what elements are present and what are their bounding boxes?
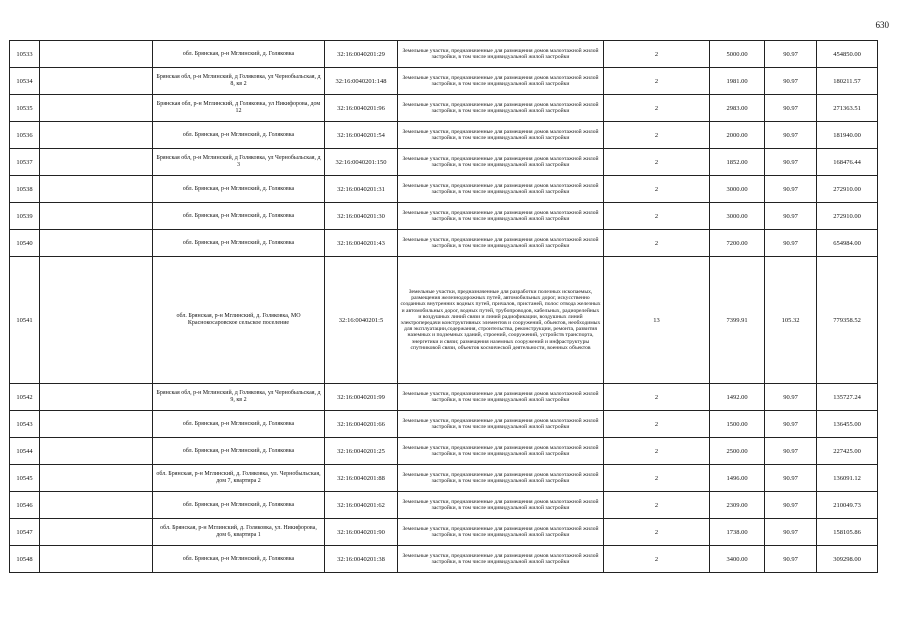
row-id-cell: 10548	[10, 546, 40, 573]
address-cell: обл. Брянская, р-н Мглинский, д. Голяковка	[153, 203, 325, 230]
cadastral-number-cell: 32:16:0040201:148	[325, 68, 398, 95]
table-row	[10, 68, 878, 95]
page-number: 630	[875, 20, 889, 30]
group-cell: 2	[604, 438, 710, 465]
row-id-cell: 10536	[10, 122, 40, 149]
land-use-cell: Земельные участки, предназначенные для размещения домов малоэтажной жилой застройки, в том числе индивидуальной жилой застройки	[398, 465, 604, 492]
cadastral-number-cell: 32:16:0040201:31	[325, 176, 398, 203]
group-cell: 2	[604, 68, 710, 95]
table-row	[10, 546, 878, 573]
land-use-cell: Земельные участки, предназначенные для размещения домов малоэтажной жилой застройки, в том числе индивидуальной жилой застройки	[398, 95, 604, 122]
cadastral-value-cell: 309298.00	[817, 546, 878, 573]
group-cell: 13	[604, 257, 710, 384]
cadastral-number-cell: 32:16:0040201:38	[325, 546, 398, 573]
group-cell: 2	[604, 149, 710, 176]
land-use-cell: Земельные участки, предназначенные для размещения домов малоэтажной жилой застройки, в том числе индивидуальной жилой застройки	[398, 176, 604, 203]
address-cell: обл. Брянская, р-н Мглинский, д. Голяковка	[153, 492, 325, 519]
table-row	[10, 230, 878, 257]
cadastral-number-cell: 32:16:0040201:96	[325, 95, 398, 122]
land-use-cell: Земельные участки, предназначенные для размещения домов малоэтажной жилой застройки, в том числе индивидуальной жилой застройки	[398, 203, 604, 230]
cadastral-number-cell: 32:16:0040201:5	[325, 257, 398, 384]
rate-cell: 90.97	[765, 384, 817, 411]
cadastral-value-cell: 272910.00	[817, 176, 878, 203]
land-use-cell: Земельные участки, предназначенные для размещения домов малоэтажной жилой застройки, в том числе индивидуальной жилой застройки	[398, 41, 604, 68]
table-row	[10, 95, 878, 122]
cadastral-number-cell: 32:16:0040201:43	[325, 230, 398, 257]
empty-cell	[40, 41, 153, 68]
cadastral-number-cell: 32:16:0040201:150	[325, 149, 398, 176]
cadastral-value-cell: 454850.00	[817, 41, 878, 68]
cadastral-value-cell: 158105.86	[817, 519, 878, 546]
group-cell: 2	[604, 122, 710, 149]
address-cell: обл. Брянская, р-н Мглинский, д. Голяковка	[153, 411, 325, 438]
area-cell: 1492.00	[710, 384, 765, 411]
rate-cell: 90.97	[765, 122, 817, 149]
table-row	[10, 465, 878, 492]
table-body	[10, 41, 878, 573]
row-id-cell: 10542	[10, 384, 40, 411]
row-id-cell: 10547	[10, 519, 40, 546]
area-cell: 2309.00	[710, 492, 765, 519]
group-cell: 2	[604, 384, 710, 411]
area-cell: 2500.00	[710, 438, 765, 465]
group-cell: 2	[604, 230, 710, 257]
address-cell: обл. Брянская, р-н Мглинский, д. Голяковка	[153, 122, 325, 149]
table-row	[10, 41, 878, 68]
rate-cell: 90.97	[765, 230, 817, 257]
cadastral-value-cell: 654984.00	[817, 230, 878, 257]
rate-cell: 90.97	[765, 492, 817, 519]
row-id-cell: 10546	[10, 492, 40, 519]
rate-cell: 90.97	[765, 41, 817, 68]
table-row	[10, 176, 878, 203]
cadastral-number-cell: 32:16:0040201:88	[325, 465, 398, 492]
land-use-cell: Земельные участки, предназначенные для размещения домов малоэтажной жилой застройки, в том числе индивидуальной жилой застройки	[398, 519, 604, 546]
group-cell: 2	[604, 411, 710, 438]
address-cell: обл. Брянская, р-н Мглинский, д. Голяковка, МО Краснокосаровское сельское поселение	[153, 257, 325, 384]
cadastral-value-cell: 210049.73	[817, 492, 878, 519]
area-cell: 3000.00	[710, 176, 765, 203]
land-use-cell: Земельные участки, предназначенные для размещения домов малоэтажной жилой застройки, в том числе индивидуальной жилой застройки	[398, 122, 604, 149]
address-cell: обл. Брянская, р-н Мглинский, д. Голяковка	[153, 41, 325, 68]
cadastral-number-cell: 32:16:0040201:25	[325, 438, 398, 465]
cadastral-value-cell: 180211.57	[817, 68, 878, 95]
group-cell: 2	[604, 95, 710, 122]
empty-cell	[40, 492, 153, 519]
group-cell: 2	[604, 465, 710, 492]
group-cell: 2	[604, 546, 710, 573]
empty-cell	[40, 438, 153, 465]
empty-cell	[40, 546, 153, 573]
empty-cell	[40, 465, 153, 492]
row-id-cell: 10537	[10, 149, 40, 176]
cadastral-number-cell: 32:16:0040201:54	[325, 122, 398, 149]
cadastral-value-cell: 272910.00	[817, 203, 878, 230]
address-cell: Брянская обл, р-н Мглинский, д Голяковка, ул Никифорова, дом 12	[153, 95, 325, 122]
address-cell: Брянская обл, р-н Мглинский, д Голяковка, ул Чернобыльская, д 8, кв 2	[153, 68, 325, 95]
address-cell: Брянская обл, р-н Мглинский, д Голяковка, ул Чернобыльская, д 9, кв 2	[153, 384, 325, 411]
empty-cell	[40, 149, 153, 176]
area-cell: 3400.00	[710, 546, 765, 573]
empty-cell	[40, 411, 153, 438]
address-cell: обл. Брянская, р-н Мглинский, д. Голяковка	[153, 546, 325, 573]
row-id-cell: 10538	[10, 176, 40, 203]
row-id-cell: 10545	[10, 465, 40, 492]
rate-cell: 90.97	[765, 519, 817, 546]
table-row	[10, 149, 878, 176]
land-use-cell: Земельные участки, предназначенные для размещения домов малоэтажной жилой застройки, в том числе индивидуальной жилой застройки	[398, 149, 604, 176]
rate-cell: 90.97	[765, 465, 817, 492]
row-id-cell: 10535	[10, 95, 40, 122]
group-cell: 2	[604, 41, 710, 68]
cadastral-value-cell: 227425.00	[817, 438, 878, 465]
row-id-cell: 10539	[10, 203, 40, 230]
cadastral-value-cell: 135727.24	[817, 384, 878, 411]
address-cell: обл. Брянская, р-н Мглинский, д. Голяковка	[153, 438, 325, 465]
rate-cell: 90.97	[765, 176, 817, 203]
empty-cell	[40, 68, 153, 95]
cadastral-value-cell: 181940.00	[817, 122, 878, 149]
area-cell: 7399.91	[710, 257, 765, 384]
empty-cell	[40, 176, 153, 203]
table-row	[10, 438, 878, 465]
rate-cell: 105.32	[765, 257, 817, 384]
table-row	[10, 492, 878, 519]
rate-cell: 90.97	[765, 68, 817, 95]
land-use-cell: Земельные участки, предназначенные для размещения домов малоэтажной жилой застройки, в том числе индивидуальной жилой застройки	[398, 546, 604, 573]
area-cell: 1738.00	[710, 519, 765, 546]
area-cell: 1852.00	[710, 149, 765, 176]
row-id-cell: 10533	[10, 41, 40, 68]
cadastral-number-cell: 32:16:0040201:99	[325, 384, 398, 411]
empty-cell	[40, 95, 153, 122]
area-cell: 2000.00	[710, 122, 765, 149]
empty-cell	[40, 203, 153, 230]
land-use-cell: Земельные участки, предназначенные для размещения домов малоэтажной жилой застройки, в том числе индивидуальной жилой застройки	[398, 68, 604, 95]
rate-cell: 90.97	[765, 438, 817, 465]
cadastral-number-cell: 32:16:0040201:62	[325, 492, 398, 519]
cadastral-value-cell: 136091.12	[817, 465, 878, 492]
group-cell: 2	[604, 492, 710, 519]
cadastral-number-cell: 32:16:0040201:90	[325, 519, 398, 546]
table-row	[10, 257, 878, 384]
address-cell: обл. Брянская, р-н Мглинский, д. Голяковка, ул. Чернобыльская, дом 7, квартира 2	[153, 465, 325, 492]
land-use-cell: Земельные участки, предназначенные для разработки полезных ископаемых, размещения железнодорожных путей, автомобильных дорог, искусственно созданных внутренних водных путей, причалов, пристаней, полос отвода железных и автомобильных дорог, водных путей, трубопроводов, кабельных, радиорелейных и воздушных линий связи и линий радиофикации, воздушных линий электропередачи конструктивных элементов и сооружений, объектов, необходимых для эксплуатации,содержания, строительства, реконструкции, ремонта, развития наземных и подземных зданий, строений, сооружений, устройств транспорта, энергетики и связи; размещения наземных сооружений и инфраструктуры спутниковой связи, объектов космической деятельности, военных объектов	[398, 257, 604, 384]
cadastral-value-cell: 779358.52	[817, 257, 878, 384]
row-id-cell: 10540	[10, 230, 40, 257]
group-cell: 2	[604, 203, 710, 230]
cadastral-number-cell: 32:16:0040201:29	[325, 41, 398, 68]
group-cell: 2	[604, 519, 710, 546]
cadastral-value-cell: 136455.00	[817, 411, 878, 438]
cadastral-value-cell: 168476.44	[817, 149, 878, 176]
empty-cell	[40, 519, 153, 546]
address-cell: обл. Брянская, р-н Мглинский, д. Голяковка	[153, 230, 325, 257]
area-cell: 1500.00	[710, 411, 765, 438]
area-cell: 2983.00	[710, 95, 765, 122]
area-cell: 1981.00	[710, 68, 765, 95]
rate-cell: 90.97	[765, 411, 817, 438]
row-id-cell: 10534	[10, 68, 40, 95]
area-cell: 7200.00	[710, 230, 765, 257]
land-use-cell: Земельные участки, предназначенные для размещения домов малоэтажной жилой застройки, в том числе индивидуальной жилой застройки	[398, 438, 604, 465]
cadastral-number-cell: 32:16:0040201:66	[325, 411, 398, 438]
area-cell: 1496.00	[710, 465, 765, 492]
rate-cell: 90.97	[765, 203, 817, 230]
address-cell: обл. Брянская, р-н Мглинский, д. Голяковка, ул. Никифорова, дом 6, квартира 1	[153, 519, 325, 546]
empty-cell	[40, 230, 153, 257]
cadastral-number-cell: 32:16:0040201:30	[325, 203, 398, 230]
row-id-cell: 10544	[10, 438, 40, 465]
row-id-cell: 10541	[10, 257, 40, 384]
area-cell: 5000.00	[710, 41, 765, 68]
area-cell: 3000.00	[710, 203, 765, 230]
land-use-cell: Земельные участки, предназначенные для размещения домов малоэтажной жилой застройки, в том числе индивидуальной жилой застройки	[398, 384, 604, 411]
table-row	[10, 411, 878, 438]
table-row	[10, 519, 878, 546]
empty-cell	[40, 122, 153, 149]
address-cell: Брянская обл, р-н Мглинский, д Голяковка, ул Чернобыльская, д 3	[153, 149, 325, 176]
address-cell: обл. Брянская, р-н Мглинский, д. Голяковка	[153, 176, 325, 203]
table-row	[10, 122, 878, 149]
table-row	[10, 203, 878, 230]
rate-cell: 90.97	[765, 546, 817, 573]
rate-cell: 90.97	[765, 95, 817, 122]
table-row	[10, 384, 878, 411]
cadastral-value-cell: 271363.51	[817, 95, 878, 122]
empty-cell	[40, 257, 153, 384]
empty-cell	[40, 384, 153, 411]
group-cell: 2	[604, 176, 710, 203]
cadastral-value-table	[9, 40, 878, 573]
row-id-cell: 10543	[10, 411, 40, 438]
land-use-cell: Земельные участки, предназначенные для размещения домов малоэтажной жилой застройки, в том числе индивидуальной жилой застройки	[398, 492, 604, 519]
rate-cell: 90.97	[765, 149, 817, 176]
land-use-cell: Земельные участки, предназначенные для размещения домов малоэтажной жилой застройки, в том числе индивидуальной жилой застройки	[398, 411, 604, 438]
land-use-cell: Земельные участки, предназначенные для размещения домов малоэтажной жилой застройки, в том числе индивидуальной жилой застройки	[398, 230, 604, 257]
